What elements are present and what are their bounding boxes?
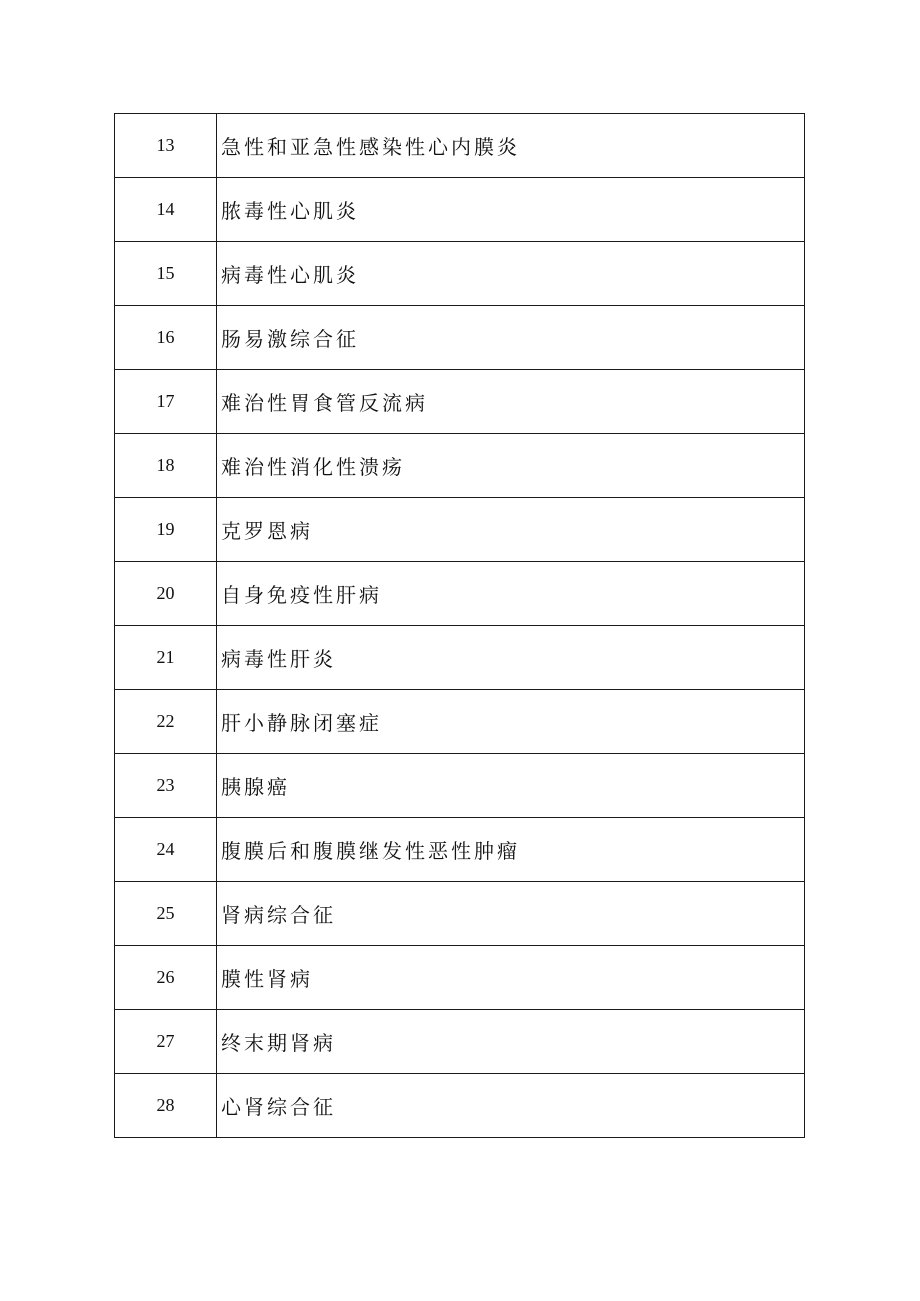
table-row (115, 498, 805, 562)
row-number: 20 (115, 562, 217, 626)
disease-table (114, 113, 805, 1138)
disease-name: 肝小静脉闭塞症 (217, 690, 805, 754)
row-number: 18 (115, 434, 217, 498)
row-number: 15 (115, 242, 217, 306)
table-row (115, 754, 805, 818)
table-row (115, 306, 805, 370)
row-number: 27 (115, 1010, 217, 1074)
disease-name: 胰腺癌 (217, 754, 805, 818)
disease-name: 腹膜后和腹膜继发性恶性肿瘤 (217, 818, 805, 882)
disease-name: 终末期肾病 (217, 1010, 805, 1074)
table-row (115, 370, 805, 434)
table-row (115, 946, 805, 1010)
row-number: 14 (115, 178, 217, 242)
disease-name: 肾病综合征 (217, 882, 805, 946)
row-number: 19 (115, 498, 217, 562)
row-number: 17 (115, 370, 217, 434)
table-row (115, 1010, 805, 1074)
disease-name: 急性和亚急性感染性心内膜炎 (217, 114, 805, 178)
table-row (115, 882, 805, 946)
disease-name: 脓毒性心肌炎 (217, 178, 805, 242)
table-row (115, 690, 805, 754)
disease-name: 心肾综合征 (217, 1074, 805, 1138)
table-row (115, 626, 805, 690)
table-row (115, 434, 805, 498)
table-row (115, 178, 805, 242)
table-row (115, 562, 805, 626)
disease-name: 膜性肾病 (217, 946, 805, 1010)
row-number: 22 (115, 690, 217, 754)
table-row (115, 818, 805, 882)
row-number: 24 (115, 818, 217, 882)
disease-name: 克罗恩病 (217, 498, 805, 562)
disease-name: 病毒性肝炎 (217, 626, 805, 690)
table-row (115, 242, 805, 306)
disease-name: 难治性胃食管反流病 (217, 370, 805, 434)
disease-name: 难治性消化性溃疡 (217, 434, 805, 498)
row-number: 16 (115, 306, 217, 370)
row-number: 13 (115, 114, 217, 178)
table-row (115, 1074, 805, 1138)
disease-name: 病毒性心肌炎 (217, 242, 805, 306)
row-number: 26 (115, 946, 217, 1010)
row-number: 25 (115, 882, 217, 946)
row-number: 21 (115, 626, 217, 690)
table-row (115, 114, 805, 178)
row-number: 23 (115, 754, 217, 818)
row-number: 28 (115, 1074, 217, 1138)
disease-name: 肠易激综合征 (217, 306, 805, 370)
disease-name: 自身免疫性肝病 (217, 562, 805, 626)
